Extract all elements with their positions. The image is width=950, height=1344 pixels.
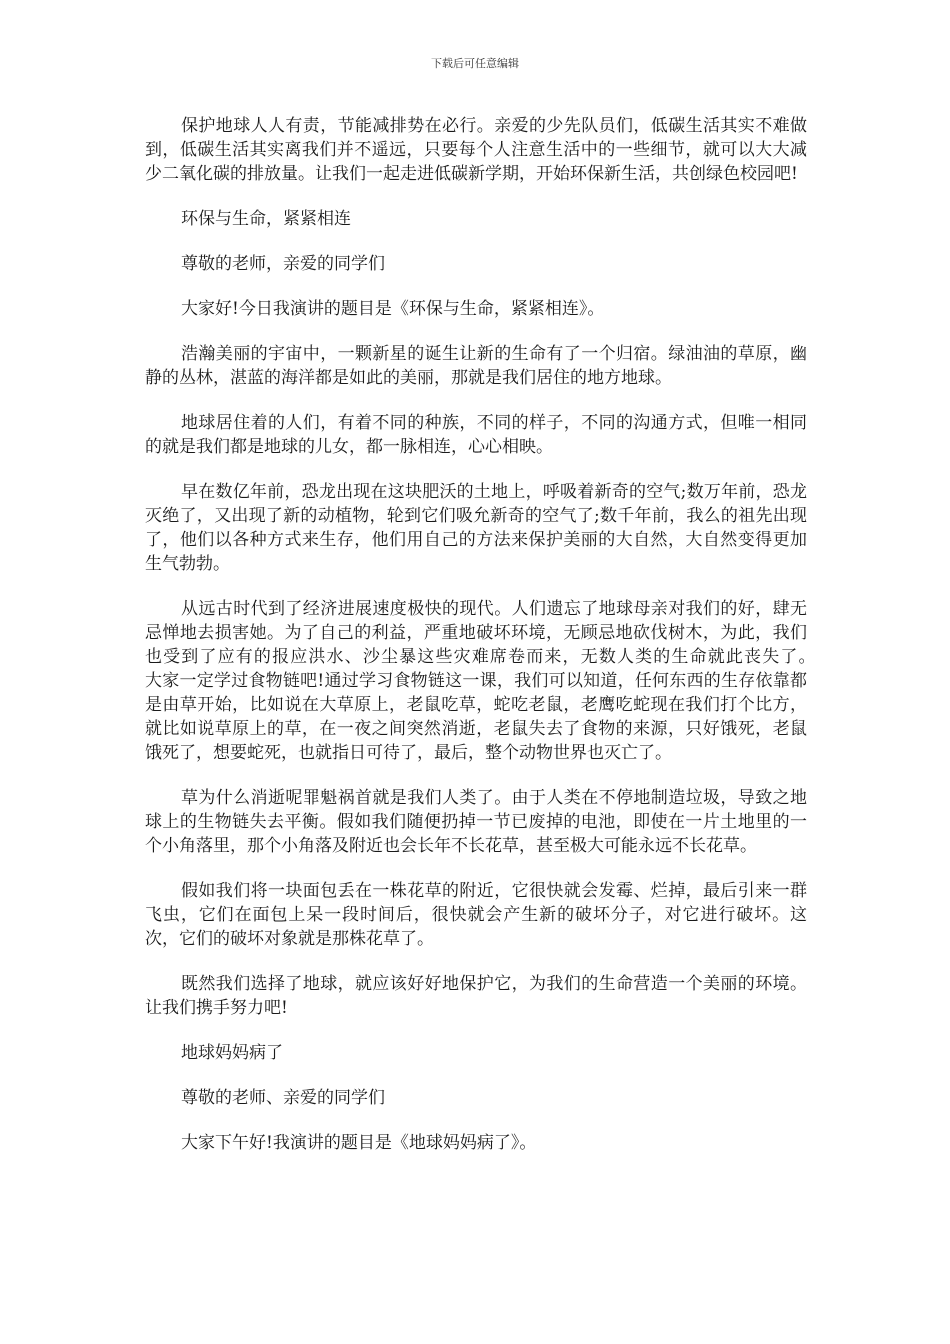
paragraph: 地球居住着的人们，有着不同的种族，不同的样子，不同的沟通方式，但唯一相同的就是我们都是地球的儿女，都一脉相连，心心相映。 — [145, 413, 807, 457]
salutation: 尊敬的老师、亲爱的同学们 — [181, 1088, 385, 1108]
paragraph: 浩瀚美丽的宇宙中，一颗新星的诞生让新的生命有了一个归宿。绿油油的草原，幽静的丛林，湛蓝的海洋都是如此的美丽，那就是我们居住的地方地球。 — [145, 344, 807, 388]
section-title: 地球妈妈病了 — [181, 1043, 283, 1063]
page-header: 下载后可任意编辑 — [431, 57, 519, 70]
section-title: 环保与生命，紧紧相连 — [181, 209, 351, 229]
paragraph: 早在数亿年前，恐龙出现在这块肥沃的土地上，呼吸着新奇的空气;数万年前，恐龙灭绝了，又出现了新的动植物，轮到它们吸允新奇的空气了;数千年前，我么的祖先出现了，他们以各种方式来生存，他们用自己的方法来保护美丽的大自然，大自然变得更加生气勃勃。 — [145, 482, 807, 574]
paragraph: 假如我们将一块面包丢在一株花草的附近，它很快就会发霉、烂掉，最后引来一群飞虫，它们在面包上呆一段时间后，很快就会产生新的破坏分子，对它进行破坏。这次，它们的破坏对象就是那株花草了。 — [145, 881, 807, 949]
paragraph: 大家下午好!我演讲的题目是《地球妈妈病了》。 — [181, 1133, 537, 1153]
paragraph: 草为什么消逝呢罪魁祸首就是我们人类了。由于人类在不停地制造垃圾，导致之地球上的生物链失去平衡。假如我们随便扔掉一节已废掉的电池，即使在一片土地里的一个小角落里，那个小角落及附近也会长年不长花草，甚至极大可能永远不长花草。 — [145, 788, 807, 856]
paragraph: 从远古时代到了经济进展速度极快的现代。人们遗忘了地球母亲对我们的好，肆无忌惮地去损害她。为了自己的利益，严重地破坏环境，无顾忌地砍伐树木，为此，我们也受到了应有的报应洪水、沙尘暴这些灾难席卷而来，无数人类的生命就此丧失了。 大家一定学过食物链吧!通过学习食物链这一课，我们可以知道，任何东西的生存依靠都是由草开始，比如说在大草原上，老鼠吃草，蛇吃老鼠，老鹰吃蛇现在我们打个比方，就比如说草原上的草，在一夜之间突然消逝，老鼠失去了食物的来源，只好饿死，老鼠饿死了，想要蛇死，也就指日可待了，最后，整个动物世界也灭亡了。 — [145, 599, 841, 763]
salutation: 尊敬的老师，亲爱的同学们 — [181, 254, 385, 274]
paragraph: 既然我们选择了地球，就应该好好地保护它，为我们的生命营造一个美丽的环境。让我们携手努力吧! — [145, 974, 807, 1018]
document-body — [145, 114, 841, 1176]
paragraph: 大家好!今日我演讲的题目是《环保与生命，紧紧相连》。 — [181, 299, 605, 319]
paragraph: 保护地球人人有责，节能减排势在必行。亲爱的少先队员们，低碳生活其实不难做到，低碳生活其实离我们并不遥远，只要每个人注意生活中的一些细节，就可以大大减少二氧化碳的排放量。让我们一起走进低碳新学期，开始环保新生活，共创绿色校园吧! — [145, 116, 807, 184]
